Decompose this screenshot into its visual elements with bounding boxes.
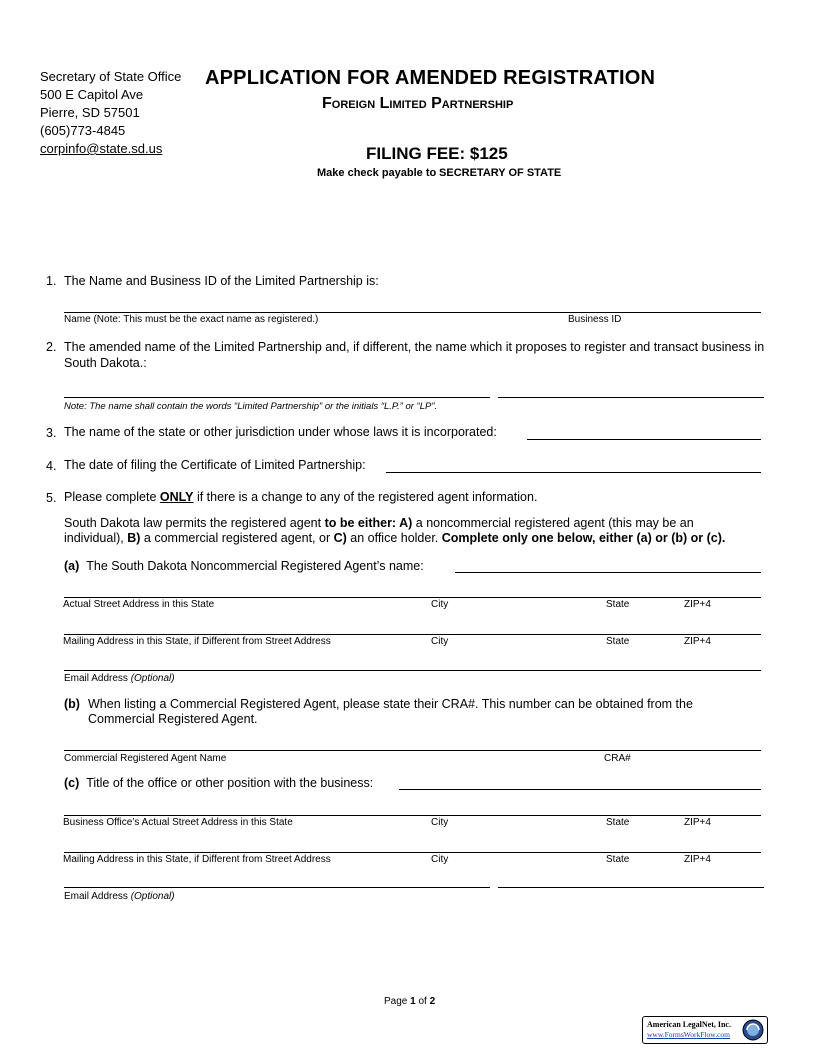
part-c-street-state-caption: State xyxy=(606,817,630,828)
question-3-number: 3. xyxy=(46,426,57,440)
q2-name-line-left[interactable] xyxy=(64,397,490,398)
globe-icon xyxy=(741,1018,765,1042)
office-phone: (605)773-4845 xyxy=(40,123,126,138)
q5-law-b: to be either: A) xyxy=(324,516,413,530)
part-c-label: (c) xyxy=(64,776,80,790)
page-current: 1 xyxy=(410,996,416,1007)
part-a-agent-name-line[interactable] xyxy=(455,572,761,573)
form-title: APPLICATION FOR AMENDED REGISTRATION xyxy=(205,67,656,89)
office-address xyxy=(40,68,181,158)
question-1-number: 1. xyxy=(46,274,57,288)
q5-law2-d: C) xyxy=(333,531,347,545)
q5-post: if there is a change to any of the registered agent information. xyxy=(193,490,538,504)
page-number xyxy=(384,996,435,1007)
q2-name-line-right[interactable] xyxy=(498,397,764,398)
logo-url[interactable]: www.FormsWorkFlow.com xyxy=(647,1030,731,1039)
office-email-link[interactable]: corpinfo@state.sd.us xyxy=(40,141,163,156)
q5-law2-b: B) xyxy=(127,531,141,545)
payable-to: SECRETARY OF STATE xyxy=(439,167,562,179)
part-b-line1: When listing a Commercial Registered Agent, please state their CRA#. This number can be obtained from the xyxy=(88,697,693,711)
part-c-street-city-caption: City xyxy=(431,817,449,828)
part-a-mailing-zip-caption: ZIP+4 xyxy=(684,636,711,647)
part-a-street-zip-caption: ZIP+4 xyxy=(684,599,711,610)
part-c-text: Title of the office or other position with the business: xyxy=(86,776,374,790)
question-3-text: The name of the state or other jurisdiction under whose laws it is incorporated: xyxy=(64,425,497,439)
part-c-email-optional: (Optional) xyxy=(130,891,175,902)
part-c-mailing-state-caption: State xyxy=(606,854,630,865)
page-label: Page xyxy=(384,996,411,1007)
form-subtitle: Foreign Limited Partnership xyxy=(322,95,514,112)
q3-jurisdiction-line[interactable] xyxy=(527,439,761,440)
logo-text: American LegalNet, Inc. xyxy=(647,1020,731,1029)
q5-law2-e: an office holder. xyxy=(346,531,442,545)
part-a-email-optional: (Optional) xyxy=(130,673,175,684)
question-5-number: 5. xyxy=(46,491,57,505)
part-b-agent-line[interactable] xyxy=(64,750,761,751)
filing-fee: FILING FEE: $125 xyxy=(366,144,508,163)
q1-name-caption: Name (Note: This must be the exact name as registered.) xyxy=(64,314,319,325)
part-a-street-city-caption: City xyxy=(431,599,449,610)
part-a-street-caption: Actual Street Address in this State xyxy=(63,599,215,610)
part-c-street-zip-caption: ZIP+4 xyxy=(684,817,711,828)
page-of: of xyxy=(415,996,430,1007)
part-b-line2: Commercial Registered Agent. xyxy=(88,712,258,726)
question-5-text xyxy=(64,490,537,505)
part-c-email-label: Email Address xyxy=(64,891,128,902)
page-total: 2 xyxy=(429,996,436,1007)
q5-pre: Please complete xyxy=(64,490,160,504)
office-city: Pierre, SD 57501 xyxy=(40,105,140,120)
part-a-label: (a) xyxy=(64,559,80,573)
q5-only: ONLY xyxy=(159,490,194,504)
q1-id-caption: Business ID xyxy=(568,314,622,325)
part-b-label: (b) xyxy=(64,697,80,711)
q5-law-a: South Dakota law permits the registered agent xyxy=(64,516,325,530)
part-b-agent-caption: Commercial Registered Agent Name xyxy=(64,753,227,764)
office-name: Secretary of State Office xyxy=(40,69,182,84)
part-a-mailing-state-caption: State xyxy=(606,636,630,647)
part-a-email-label: Email Address xyxy=(64,673,128,684)
office-street: 500 E Capitol Ave xyxy=(40,87,144,102)
part-c-mailing-zip-caption: ZIP+4 xyxy=(684,854,711,865)
part-b xyxy=(64,697,80,712)
part-a xyxy=(64,559,424,574)
part-c-street-line[interactable] xyxy=(64,815,761,816)
question-4-number: 4. xyxy=(46,459,57,473)
q5-law2-a: individual), xyxy=(64,531,128,545)
part-c-mailing-line[interactable] xyxy=(64,852,761,853)
part-c-street-caption: Business Office’s Actual Street Address in this State xyxy=(63,817,293,828)
q5-law-c: a noncommercial registered agent (this may be an xyxy=(412,516,694,530)
part-b-cra-caption: CRA# xyxy=(604,753,631,764)
payable-prefix: Make check payable to xyxy=(317,167,437,179)
part-c-email-caption xyxy=(64,891,175,902)
q5-law-line2 xyxy=(64,531,725,546)
question-2-number: 2. xyxy=(46,340,57,354)
part-c-email-line-right[interactable] xyxy=(498,887,764,888)
part-a-email-line[interactable] xyxy=(64,670,761,671)
part-a-mailing-caption: Mailing Address in this State, if Different from Street Address xyxy=(63,636,331,647)
part-c xyxy=(64,776,373,791)
part-a-mailing-line[interactable] xyxy=(64,634,761,635)
q5-law-line1 xyxy=(64,516,694,531)
question-4-text: The date of filing the Certificate of Limited Partnership: xyxy=(64,458,366,472)
part-a-email-caption xyxy=(64,673,175,684)
question-2-text: The amended name of the Limited Partnership and, if different, the name which it proposes to register and transact business in South Dakota.: xyxy=(64,340,765,370)
part-c-mailing-city-caption: City xyxy=(431,854,449,865)
part-a-mailing-city-caption: City xyxy=(431,636,449,647)
part-c-title-line[interactable] xyxy=(399,789,761,790)
q4-date-line[interactable] xyxy=(386,472,761,473)
publisher-logo xyxy=(642,1016,768,1044)
question-1-text: The Name and Business ID of the Limited Partnership is: xyxy=(64,274,379,288)
part-c-mailing-caption: Mailing Address in this State, if Different from Street Address xyxy=(63,854,331,865)
q2-note: Note: The name shall contain the words “Limited Partnership” or the initials “L.P.” or “LP”. xyxy=(64,401,438,412)
q5-law2-c: a commercial registered agent, or xyxy=(140,531,334,545)
part-a-street-state-caption: State xyxy=(606,599,630,610)
payable-note xyxy=(317,167,561,179)
q1-name-line[interactable] xyxy=(64,312,761,313)
q5-law2-f: Complete only one below, either (a) or (b) or (c). xyxy=(441,531,726,545)
part-a-text: The South Dakota Noncommercial Registered Agent’s name: xyxy=(86,559,424,573)
part-c-email-line-left[interactable] xyxy=(64,887,490,888)
part-a-street-line[interactable] xyxy=(64,597,761,598)
